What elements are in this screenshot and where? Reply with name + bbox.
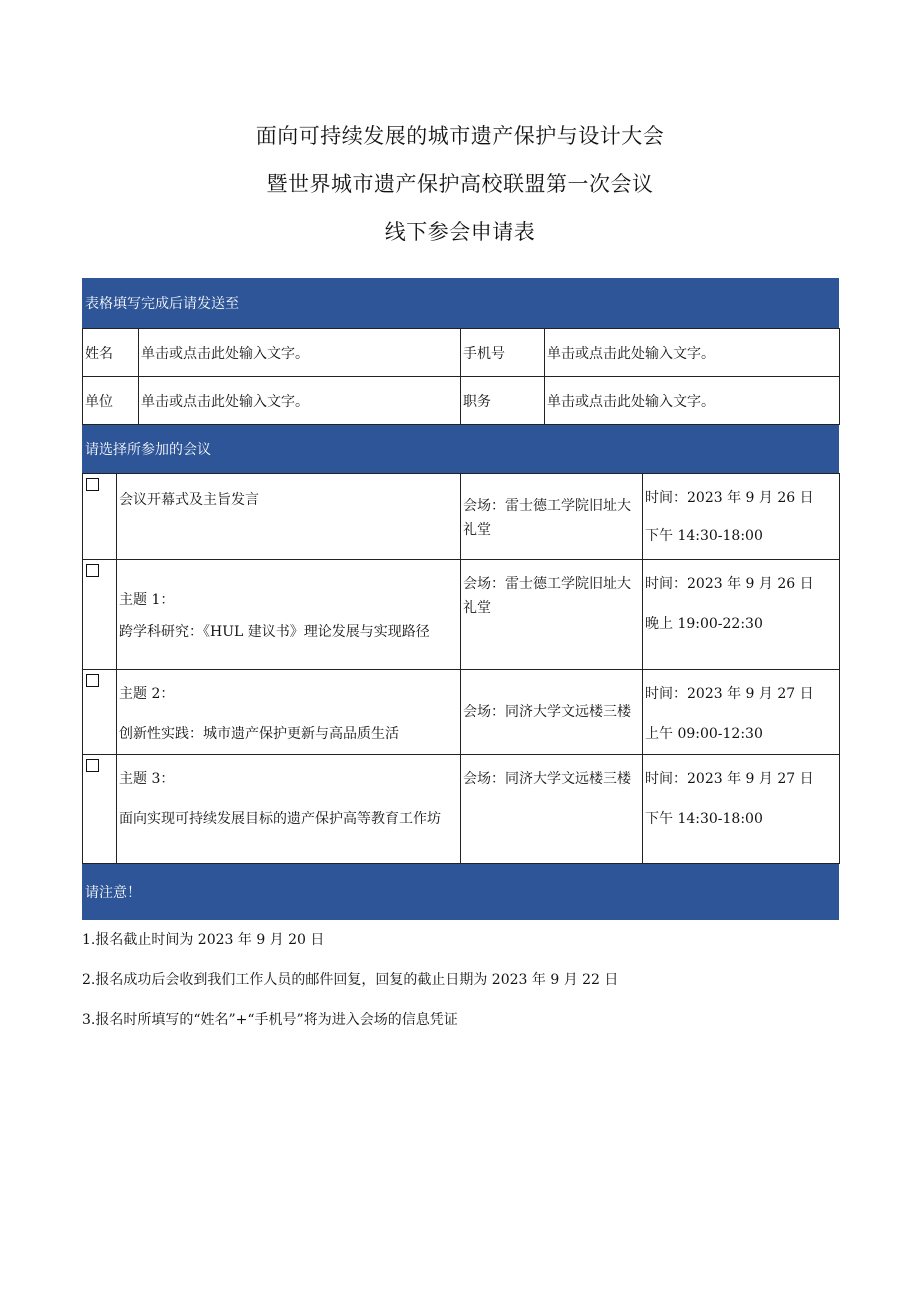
meeting-venue: 会场：雷士德工学院旧址大礼堂 — [461, 560, 643, 670]
notice-header — [82, 864, 839, 920]
meeting-topic — [117, 755, 461, 864]
meeting-hours: 上午 09:00-12:30 — [645, 726, 763, 742]
checkbox-icon[interactable] — [86, 759, 99, 772]
meeting-date: 时间：2023 年 9 月 27 日 — [645, 686, 814, 702]
position-field[interactable]: 单击或点击此处输入文字。 — [545, 377, 840, 425]
select-meeting-header — [82, 425, 839, 473]
send-to-header — [82, 278, 839, 328]
info-row-org — [83, 377, 840, 425]
position-label: 职务 — [461, 377, 545, 425]
title-line-3: 线下参会申请表 — [384, 220, 536, 244]
meeting-venue: 会场：同济大学文远楼三楼 — [461, 670, 643, 755]
meeting-date: 时间：2023 年 9 月 26 日 — [645, 490, 814, 506]
info-row-name — [83, 329, 840, 377]
title-line-1: 面向可持续发展的城市遗产保护与设计大会 — [255, 124, 665, 148]
phone-field[interactable]: 单击或点击此处输入文字。 — [545, 329, 840, 377]
meeting-row — [83, 560, 840, 670]
note-item: 2.报名成功后会收到我们工作人员的邮件回复，回复的截止日期为 2023 年 9 月 22 日 — [82, 972, 619, 988]
name-label: 姓名 — [83, 329, 139, 377]
select-meeting-label: 请选择所参加的会议 — [85, 442, 211, 458]
name-field[interactable]: 单击或点击此处输入文字。 — [139, 329, 461, 377]
phone-label: 手机号 — [461, 329, 545, 377]
meeting-row — [83, 755, 840, 864]
meeting-checkbox[interactable] — [83, 755, 117, 864]
topic-desc: 会议开幕式及主旨发言 — [119, 492, 259, 508]
personal-info-table — [82, 328, 840, 425]
meeting-date: 时间：2023 年 9 月 27 日 — [645, 771, 814, 787]
meeting-venue: 会场：雷士德工学院旧址大礼堂 — [461, 474, 643, 560]
meeting-time — [643, 755, 840, 864]
meeting-checkbox[interactable] — [83, 560, 117, 670]
meeting-topic — [117, 560, 461, 670]
meeting-venue: 会场：同济大学文远楼三楼 — [461, 755, 643, 864]
meeting-topic — [117, 670, 461, 755]
document-title — [0, 112, 920, 256]
meeting-time — [643, 670, 840, 755]
send-to-label: 表格填写完成后请发送至 — [85, 296, 239, 312]
meeting-checkbox[interactable] — [83, 474, 117, 560]
meeting-table — [82, 473, 840, 864]
org-label: 单位 — [83, 377, 139, 425]
topic-title: 主题 1： — [119, 592, 175, 608]
note-item: 1.报名截止时间为 2023 年 9 月 20 日 — [82, 932, 325, 948]
topic-desc: 跨学科研究：《HUL 建议书》理论发展与实现路径 — [119, 624, 430, 640]
topic-title: 主题 2： — [119, 686, 175, 702]
meeting-hours: 晚上 19:00-22:30 — [645, 616, 763, 632]
meeting-time — [643, 560, 840, 670]
meeting-date: 时间：2023 年 9 月 26 日 — [645, 576, 814, 592]
checkbox-icon[interactable] — [86, 478, 99, 491]
checkbox-icon[interactable] — [86, 674, 99, 687]
topic-desc: 创新性实践：城市遗产保护更新与高品质生活 — [119, 726, 399, 742]
note-item: 3.报名时所填写的“姓名”+“手机号”将为进入会场的信息凭证 — [82, 1012, 458, 1028]
checkbox-icon[interactable] — [86, 564, 99, 577]
topic-title: 主题 3： — [119, 771, 175, 787]
org-field[interactable]: 单击或点击此处输入文字。 — [139, 377, 461, 425]
meeting-row — [83, 474, 840, 560]
notes-list — [82, 928, 842, 1048]
meeting-row — [83, 670, 840, 755]
meeting-checkbox[interactable] — [83, 670, 117, 755]
meeting-hours: 下午 14:30-18:00 — [645, 528, 763, 544]
meeting-topic — [117, 474, 461, 560]
notice-label: 请注意！ — [85, 885, 141, 901]
application-form — [82, 278, 839, 920]
title-line-2: 暨世界城市遗产保护高校联盟第一次会议 — [266, 172, 654, 196]
topic-desc: 面向实现可持续发展目标的遗产保护高等教育工作坊 — [119, 811, 441, 827]
meeting-hours: 下午 14:30-18:00 — [645, 811, 763, 827]
meeting-time — [643, 474, 840, 560]
